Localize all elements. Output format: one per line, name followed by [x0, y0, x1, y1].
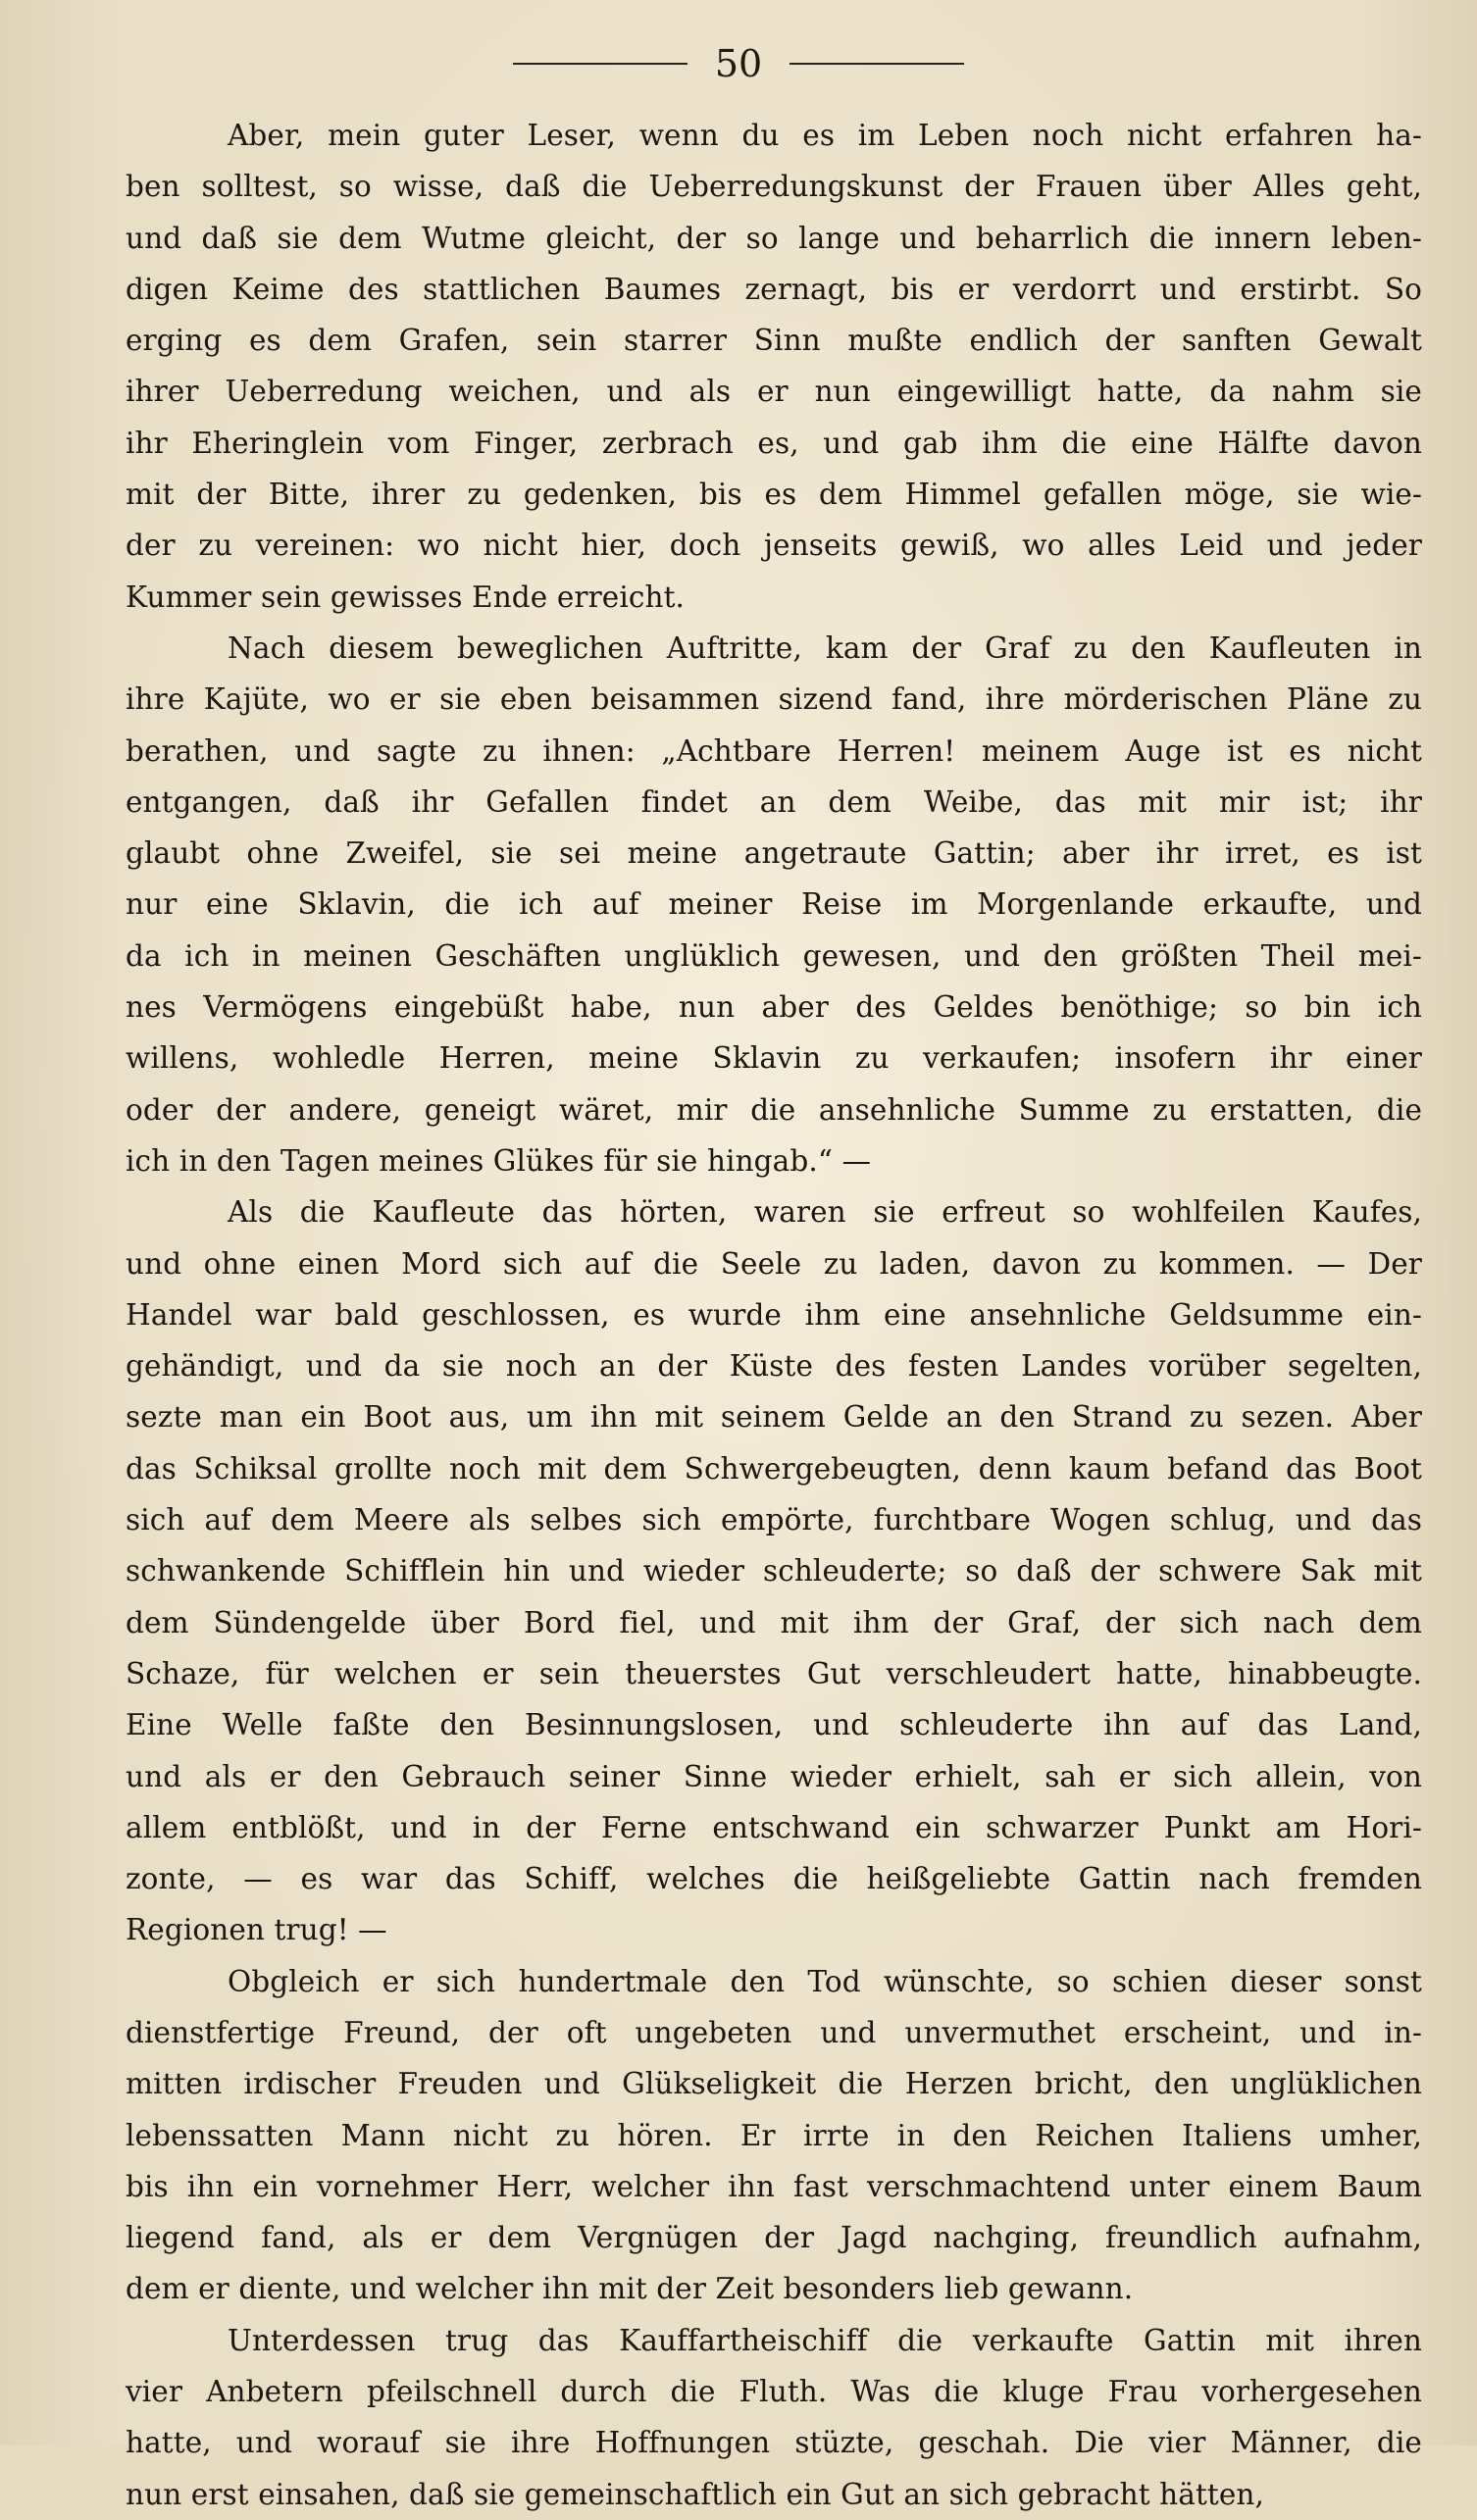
- text-line: Als die Kaufleute das hörten, waren sie erfreut so wohlfeilen Kaufes,: [228, 1195, 1422, 1230]
- text-line: sezte man ein Boot aus, um ihn mit seinem Gelde an den Strand zu sezen. Aber: [126, 1400, 1422, 1435]
- text-line: ihre Kajüte, wo er sie eben beisammen sizend fand, ihre mörderischen Pläne zu: [126, 682, 1422, 717]
- text-line: digen Keime des stattlichen Baumes zernagt, bis er verdorrt und erstirbt. So: [126, 272, 1422, 306]
- text-line: mitten irdischer Freuden und Glükseligkeit die Herzen bricht, den unglüklichen: [126, 2067, 1422, 2101]
- text-line: nes Vermögens eingebüßt habe, nun aber des Geldes benöthige; so bin ich: [126, 990, 1422, 1025]
- text-line: ihr Eheringlein vom Finger, zerbrach es, und gab ihm die eine Hälfte davon: [126, 426, 1422, 460]
- text-line: Kummer sein gewisses Ende erreicht.: [126, 580, 686, 614]
- text-line: willens, wohledle Herren, meine Sklavin zu verkaufen; insofern ihr einer: [126, 1041, 1422, 1076]
- text-line: bis ihn ein vornehmer Herr, welcher ihn fast verschmachtend unter einem Baum: [126, 2169, 1422, 2203]
- text-line: Nach diesem beweglichen Auftritte, kam der Graf zu den Kaufleuten in: [228, 630, 1422, 665]
- text-line: glaubt ohne Zweifel, sie sei meine angetraute Gattin; aber ihr irret, es ist: [126, 836, 1422, 871]
- paragraph: [126, 2315, 1422, 2520]
- text-line: gehändigt, und da sie noch an der Küste des festen Landes vorüber segelten,: [126, 1349, 1422, 1384]
- paragraph: [126, 623, 1422, 1186]
- text-line: Unterdessen trug das Kauffartheischiff die verkaufte Gattin mit ihren: [228, 2323, 1422, 2357]
- text-line: Handel war bald geschlossen, es wurde ihm eine ansehnliche Geldsumme ein-: [126, 1297, 1422, 1332]
- text-line: Obgleich er sich hundertmale den Tod wünschte, so schien dieser sonst: [228, 1964, 1422, 1998]
- text-line: entgangen, daß ihr Gefallen findet an dem Weibe, das mit mir ist; ihr: [126, 784, 1422, 819]
- text-line: liegend fand, als er dem Vergnügen der Jagd nachging, freundlich aufnahm,: [126, 2221, 1422, 2255]
- paragraph: [126, 1956, 1422, 2315]
- text-line: allem entblößt, und in der Ferne entschwand ein schwarzer Punkt am Hori-: [126, 1810, 1422, 1844]
- text-line: nur eine Sklavin, die ich auf meiner Reise im Morgenlande erkaufte, und: [126, 887, 1422, 922]
- text-line: lebenssatten Mann nicht zu hören. Er irrte in den Reichen Italiens umher,: [126, 2118, 1422, 2152]
- header-rule-left: [513, 63, 688, 65]
- text-line: vier Anbetern pfeilschnell durch die Fluth. Was die kluge Frau vorhergesehen: [126, 2375, 1422, 2409]
- page-body-text: [126, 110, 1422, 2520]
- text-line: erging es dem Grafen, sein starrer Sinn mußte endlich der sanften Gewalt: [126, 324, 1422, 358]
- header-rule-right: [789, 63, 964, 65]
- text-line: der zu vereinen: wo nicht hier, doch jenseits gewiß, wo alles Leid und jeder: [126, 529, 1422, 563]
- page-header: [0, 39, 1477, 88]
- text-line: nun erst einsahen, daß sie gemeinschaftlich ein Gut an sich gebracht hätten,: [126, 2477, 1264, 2511]
- text-line: sich auf dem Meere als selbes sich empörte, furchtbare Wogen schlug, und das: [126, 1503, 1422, 1537]
- text-line: ihrer Ueberredung weichen, und als er nun eingewilligt hatte, da nahm sie: [126, 375, 1422, 409]
- text-line: Schaze, für welchen er sein theuerstes Gut verschleudert hatte, hinabbeugte.: [126, 1656, 1422, 1690]
- text-line: ich in den Tagen meines Glükes für sie hingab.“ —: [126, 1143, 872, 1178]
- text-line: das Schiksal grollte noch mit dem Schwergebeugten, denn kaum befand das Boot: [126, 1451, 1422, 1486]
- page-number: 50: [714, 42, 763, 85]
- text-line: und ohne einen Mord sich auf die Seele zu laden, davon zu kommen. — Der: [126, 1246, 1422, 1281]
- text-line: berathen, und sagte zu ihnen: „Achtbare Herren! meinem Auge ist es nicht: [126, 733, 1422, 768]
- text-line: oder der andere, geneigt wäret, mir die ansehnliche Summe zu erstatten, die: [126, 1092, 1422, 1127]
- text-line: da ich in meinen Geschäften unglüklich gewesen, und den größten Theil mei-: [126, 938, 1422, 973]
- text-line: zonte, — es war das Schiff, welches die heißgeliebte Gattin nach fremden: [126, 1862, 1422, 1896]
- text-line: dem er diente, und welcher ihn mit der Zeit besonders lieb gewann.: [126, 2272, 1134, 2306]
- paragraph: [126, 110, 1422, 623]
- text-line: hatte, und worauf sie ihre Hoffnungen stüzte, geschah. Die vier Männer, die: [126, 2426, 1422, 2460]
- text-line: Eine Welle faßte den Besinnungslosen, und schleuderte ihn auf das Land,: [126, 1708, 1422, 1742]
- text-line: dienstfertige Freund, der oft ungebeten und unvermuthet erscheint, und in-: [126, 2015, 1422, 2049]
- text-line: Regionen trug! —: [126, 1913, 387, 1947]
- text-line: und daß sie dem Wutme gleicht, der so lange und beharrlich die innern leben-: [126, 221, 1422, 255]
- text-line: und als er den Gebrauch seiner Sinne wieder erhielt, sah er sich allein, von: [126, 1759, 1422, 1793]
- text-line: schwankende Schifflein hin und wieder schleuderte; so daß der schwere Sak mit: [126, 1554, 1422, 1588]
- text-line: mit der Bitte, ihrer zu gedenken, bis es dem Himmel gefallen möge, sie wie-: [126, 478, 1422, 512]
- text-line: Aber, mein guter Leser, wenn du es im Leben noch nicht erfahren ha-: [228, 119, 1422, 152]
- paragraph: [126, 1186, 1422, 1955]
- text-line: dem Sündengelde über Bord fiel, und mit ihm der Graf, der sich nach dem: [126, 1605, 1422, 1639]
- text-line: ben solltest, so wisse, daß die Ueberredungskunst der Frauen über Alles geht,: [126, 170, 1422, 204]
